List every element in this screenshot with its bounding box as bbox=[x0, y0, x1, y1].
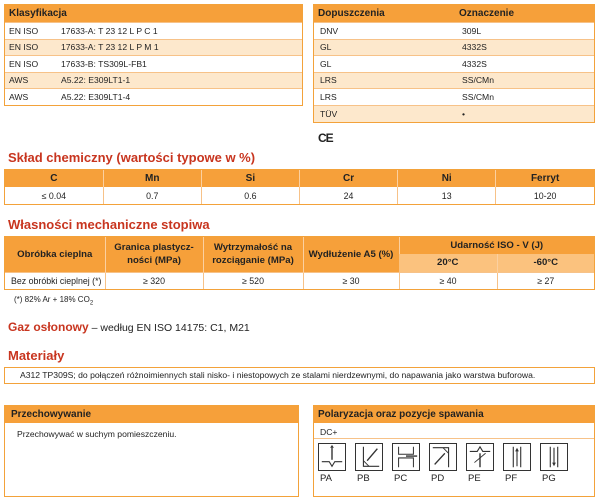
impact-temp-header: 20°C bbox=[399, 254, 497, 272]
value-cell: 24 bbox=[299, 187, 397, 204]
table-row bbox=[314, 23, 594, 40]
position-label: PD bbox=[431, 473, 445, 484]
approval-cell: 4332S bbox=[456, 56, 594, 73]
designation-cell: 17633-B: TS309L-FB1 bbox=[57, 56, 302, 73]
value-cell: ≤ 0.04 bbox=[5, 187, 103, 204]
table-header-row bbox=[5, 170, 594, 187]
designation-cell: A5.22: E309LT1-4 bbox=[57, 89, 302, 106]
note-text: (*) 82% Ar + 18% CO bbox=[14, 295, 90, 304]
table-row bbox=[5, 56, 302, 73]
value-cell: ≥ 40 bbox=[399, 272, 497, 289]
polarity-box bbox=[313, 405, 595, 497]
approval-cell: SS/CMn bbox=[456, 72, 594, 89]
overhead-fillet-icon bbox=[429, 443, 457, 471]
table-header-row bbox=[5, 237, 594, 254]
mechanical-table bbox=[4, 236, 595, 290]
standard-cell: EN ISO bbox=[5, 56, 57, 73]
composition-table bbox=[4, 169, 595, 205]
value-cell: 0.6 bbox=[201, 187, 299, 204]
column-header: Mn bbox=[103, 170, 201, 187]
society-cell: TÜV bbox=[314, 105, 456, 122]
value-cell: 0.7 bbox=[103, 187, 201, 204]
approvals-col-title: Dopuszczenia bbox=[318, 8, 385, 19]
impact-header: Udarność ISO - V (J) bbox=[399, 237, 594, 254]
value-cell: ≥ 30 bbox=[303, 272, 399, 289]
table-row bbox=[5, 272, 594, 289]
value-cell: ≥ 320 bbox=[105, 272, 203, 289]
standard-cell: AWS bbox=[5, 72, 57, 89]
table-row bbox=[5, 187, 594, 204]
materials-title: Materiały bbox=[8, 348, 65, 363]
classification-title: Klasyfikacja bbox=[5, 5, 302, 22]
materials-text: A312 TP309S; do połączeń różnoimiennych stali nisko- i niestopowych ze stalami nierdzewnymi, do napawania jako warstwa buforowa. bbox=[4, 367, 595, 384]
position-pg bbox=[540, 443, 570, 484]
welding-positions bbox=[314, 439, 594, 484]
storage-box bbox=[4, 405, 299, 497]
society-cell: LRS bbox=[314, 89, 456, 106]
gas-label: Gaz osłonowy bbox=[8, 320, 89, 334]
society-cell: GL bbox=[314, 39, 456, 56]
value-cell: ≥ 520 bbox=[203, 272, 303, 289]
note-subscript: 2 bbox=[89, 300, 94, 307]
value-cell: Bez obróbki cieplnej (*) bbox=[5, 272, 105, 289]
position-label: PE bbox=[468, 473, 481, 484]
value-cell: 13 bbox=[398, 187, 496, 204]
mechanical-title: Własności mechaniczne stopiwa bbox=[8, 217, 210, 232]
standard-cell: EN ISO bbox=[5, 23, 57, 40]
table-row bbox=[5, 72, 302, 89]
designation-cell: 17633-A: T 23 12 L P C 1 bbox=[57, 23, 302, 40]
column-header: Ferryt bbox=[496, 170, 594, 187]
approval-cell: 4332S bbox=[456, 39, 594, 56]
approval-cell: • bbox=[456, 105, 594, 122]
table-row bbox=[314, 105, 594, 122]
position-label: PF bbox=[505, 473, 518, 484]
society-cell: DNV bbox=[314, 23, 456, 40]
impact-temp-header: -60°C bbox=[497, 254, 594, 272]
polarity-title: Polaryzacja oraz pozycje spawania bbox=[314, 406, 594, 423]
table-row bbox=[5, 89, 302, 106]
classification-table bbox=[4, 4, 303, 106]
standard-cell: EN ISO bbox=[5, 39, 57, 56]
horizontal-fillet-icon bbox=[355, 443, 383, 471]
position-pe bbox=[466, 443, 496, 484]
position-pf bbox=[503, 443, 533, 484]
shielding-gas-line bbox=[8, 320, 250, 334]
designation-cell: 17633-A: T 23 12 L P M 1 bbox=[57, 39, 302, 56]
designation-cell: A5.22: E309LT1-1 bbox=[57, 72, 302, 89]
approvals-table bbox=[313, 4, 595, 123]
value-cell: 10-20 bbox=[496, 187, 594, 204]
table-row bbox=[5, 39, 302, 56]
position-label: PA bbox=[320, 473, 332, 484]
vertical-down-icon bbox=[540, 443, 568, 471]
table-row bbox=[314, 39, 594, 56]
current-type: DC+ bbox=[314, 423, 594, 439]
storage-title: Przechowywanie bbox=[5, 406, 298, 423]
gas-text: – według EN ISO 14175: C1, M21 bbox=[88, 322, 250, 334]
vertical-up-icon bbox=[503, 443, 531, 471]
horizontal-vertical-icon bbox=[392, 443, 420, 471]
composition-title: Skład chemiczny (wartości typowe w %) bbox=[8, 150, 256, 165]
position-pa bbox=[318, 443, 348, 484]
approvals-header bbox=[314, 5, 594, 22]
position-label: PB bbox=[357, 473, 370, 484]
column-header: C bbox=[5, 170, 103, 187]
table-row bbox=[314, 56, 594, 73]
column-header: Cr bbox=[299, 170, 397, 187]
column-header: Granica plastycz-ności (MPa) bbox=[105, 237, 203, 272]
ce-mark: CE bbox=[318, 131, 333, 145]
approval-cell: SS/CMn bbox=[456, 89, 594, 106]
column-header: Obróbka cieplna bbox=[5, 237, 105, 272]
shielding-gas-note bbox=[14, 295, 93, 307]
society-cell: LRS bbox=[314, 72, 456, 89]
value-cell: ≥ 27 bbox=[497, 272, 594, 289]
flat-position-icon bbox=[318, 443, 346, 471]
approval-cell: 309L bbox=[456, 23, 594, 40]
column-header: Wytrzymałość na rozciąganie (MPa) bbox=[203, 237, 303, 272]
table-row bbox=[314, 72, 594, 89]
society-cell: GL bbox=[314, 56, 456, 73]
storage-text: Przechowywać w suchym pomieszczeniu. bbox=[17, 429, 177, 439]
column-header: Ni bbox=[398, 170, 496, 187]
designation-col-title: Oznaczenie bbox=[459, 8, 515, 19]
table-row bbox=[314, 89, 594, 106]
position-label: PG bbox=[542, 473, 556, 484]
position-label: PC bbox=[394, 473, 408, 484]
column-header: Wydłużenie A5 (%) bbox=[303, 237, 399, 272]
table-row bbox=[5, 23, 302, 40]
overhead-position-icon bbox=[466, 443, 494, 471]
column-header: Si bbox=[201, 170, 299, 187]
position-pc bbox=[392, 443, 422, 484]
standard-cell: AWS bbox=[5, 89, 57, 106]
position-pb bbox=[355, 443, 385, 484]
position-pd bbox=[429, 443, 459, 484]
